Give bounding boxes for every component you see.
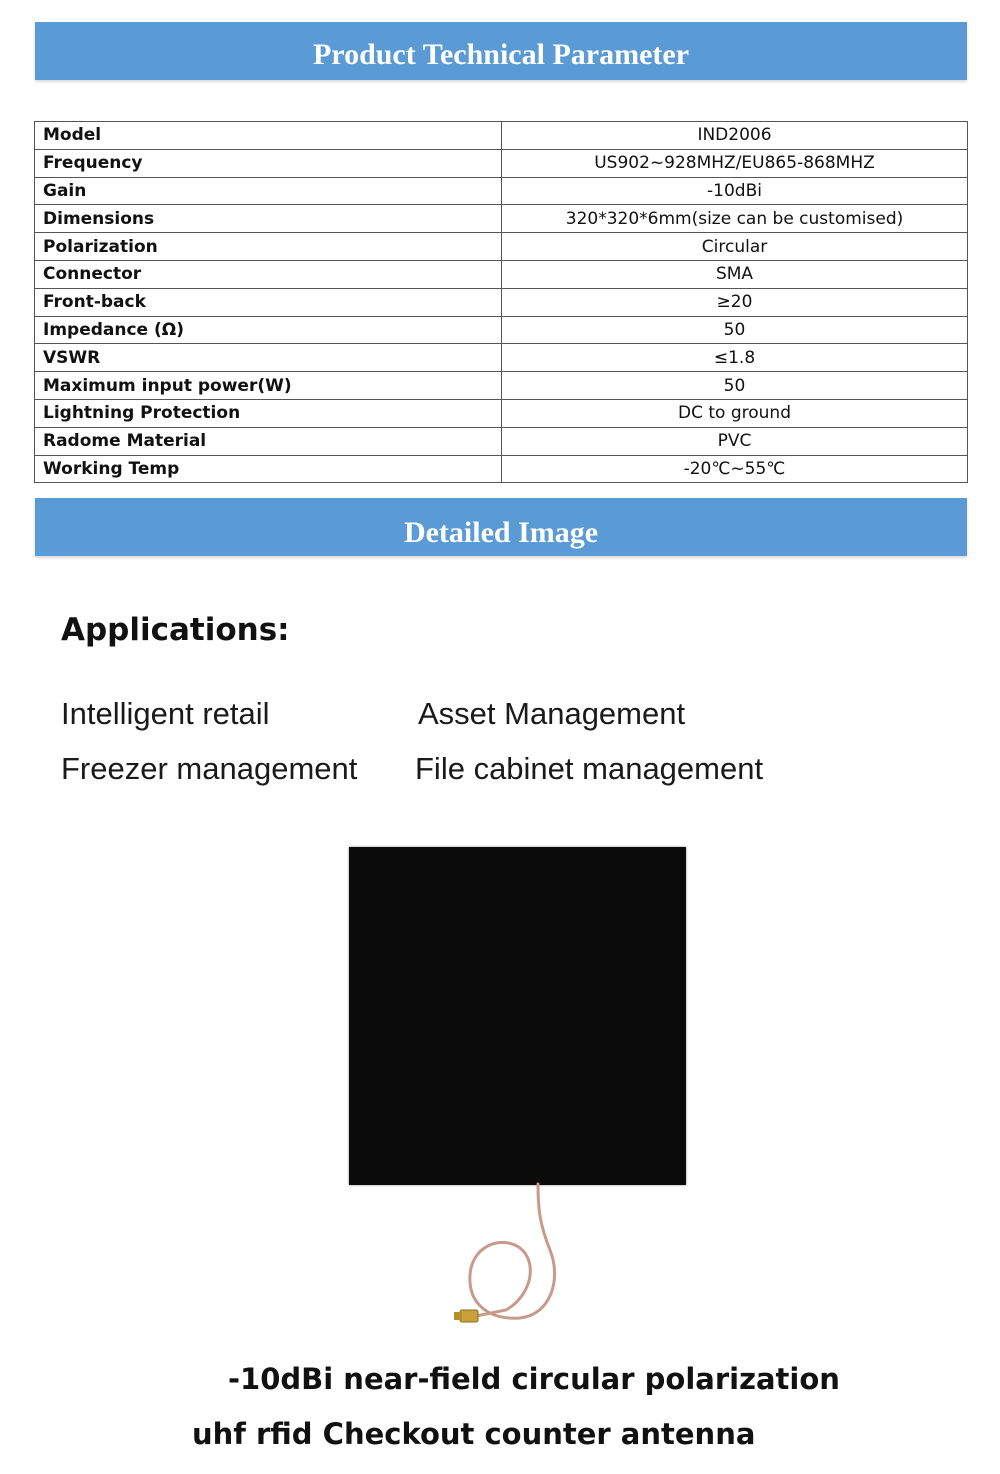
spec-label: VSWR: [35, 344, 502, 372]
table-row: [35, 149, 968, 177]
spec-value: ≤1.8: [502, 344, 968, 372]
caption-line-2: uhf rfid Checkout counter antenna: [192, 1417, 756, 1451]
table-row: [35, 427, 968, 455]
spec-value: -20℃~55℃: [502, 455, 968, 483]
spec-label: Frequency: [35, 149, 502, 177]
table-row: [35, 399, 968, 427]
spec-value: DC to ground: [502, 399, 968, 427]
table-row: [35, 344, 968, 372]
banner-product-technical-parameter: Product Technical Parameter: [35, 22, 967, 80]
antenna-cable-image: [440, 1180, 580, 1330]
spec-label: Working Temp: [35, 455, 502, 483]
spec-value: PVC: [502, 427, 968, 455]
application-item: Freezer management: [61, 751, 358, 786]
table-row: [35, 233, 968, 261]
caption-line-1: -10dBi near-field circular polarization: [228, 1362, 840, 1396]
table-row: [35, 260, 968, 288]
banner-detailed-image: Detailed Image: [35, 498, 967, 556]
table-row: [35, 316, 968, 344]
spec-label: Maximum input power(W): [35, 372, 502, 400]
spec-label: Lightning Protection: [35, 399, 502, 427]
table-row: [35, 372, 968, 400]
application-item: Asset Management: [418, 696, 686, 731]
spec-table: [34, 121, 968, 483]
applications-title: Applications:: [61, 612, 290, 648]
table-row: [35, 455, 968, 483]
spec-value: IND2006: [502, 122, 968, 150]
spec-label: Dimensions: [35, 205, 502, 233]
spec-value: US902~928MHZ/EU865-868MHZ: [502, 149, 968, 177]
spec-label: Radome Material: [35, 427, 502, 455]
table-row: [35, 177, 968, 205]
spec-label: Gain: [35, 177, 502, 205]
spec-label: Model: [35, 122, 502, 150]
application-item: File cabinet management: [415, 751, 764, 786]
spec-label: Connector: [35, 260, 502, 288]
spec-value: 50: [502, 316, 968, 344]
antenna-panel-image: [349, 847, 686, 1185]
spec-value: -10dBi: [502, 177, 968, 205]
application-item: Intelligent retail: [61, 696, 270, 731]
spec-value: ≥20: [502, 288, 968, 316]
spec-label: Impedance (Ω): [35, 316, 502, 344]
table-row: [35, 288, 968, 316]
spec-label: Polarization: [35, 233, 502, 261]
spec-value: SMA: [502, 260, 968, 288]
spec-value: Circular: [502, 233, 968, 261]
table-row: [35, 122, 968, 150]
spec-value: 50: [502, 372, 968, 400]
table-row: [35, 205, 968, 233]
spec-label: Front-back: [35, 288, 502, 316]
spec-value: 320*320*6mm(size can be customised): [502, 205, 968, 233]
